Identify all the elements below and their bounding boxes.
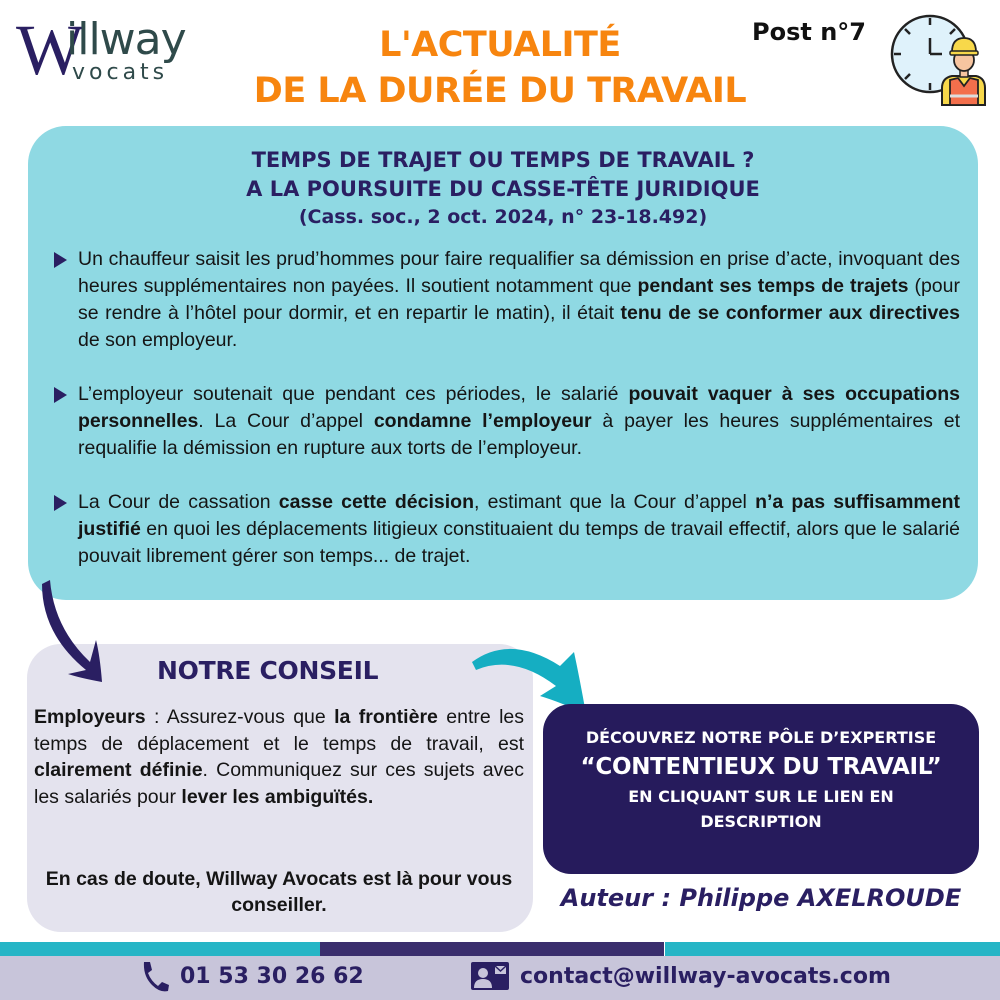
title-line-1: L'ACTUALITÉ <box>379 25 621 65</box>
case-heading-line-1: TEMPS DE TRAJET OU TEMPS DE TRAVAIL ? <box>251 148 755 172</box>
clock-worker-icon <box>888 10 988 110</box>
contact-card-icon <box>470 960 510 992</box>
bullet-item: La Cour de cassation casse cette décision, estimant que la Cour d’appel n’a pas suffisamment justifié en quoi les déplacements litigieux constituaient du temps de travail effectif, alors que le salarié pouvait librement gérer son temps... de trajet. <box>50 489 960 570</box>
advice-text: Employeurs : Assurez-vous que la frontière entre les temps de déplacement et le temps de travail, est clairement définie. Communiquez sur ces sujets avec les salariés pour lever les ambiguïtés. <box>34 706 524 808</box>
triangle-bullet-icon <box>54 495 67 511</box>
contact-footer <box>0 956 1000 1000</box>
phone-number: 01 53 30 26 62 <box>180 963 364 989</box>
case-summary-card <box>28 126 978 600</box>
logo-illway: illway <box>66 14 186 65</box>
phone-contact[interactable] <box>140 960 364 992</box>
email-contact[interactable] <box>470 960 891 992</box>
bullet-item: Un chauffeur saisit les prud’hommes pour faire requalifier sa démission en prise d’acte, invoquant des heures supplémentaires non payées. Il soutient notamment que pendant ses temps de trajets (pour se rendre à l’hôtel pour dormir, et en repartir le matin), il était tenu de se conformer aux directives de son employeur. <box>50 246 960 354</box>
case-bullets <box>50 246 960 597</box>
expertise-line-1: DÉCOUVREZ NOTRE PÔLE D’EXPERTISE <box>585 728 937 747</box>
advice-footer: En cas de doute, Willway Avocats est là pour vous conseiller. <box>45 868 513 916</box>
footer-color-bars <box>0 942 1000 956</box>
case-heading-line-2: A LA POURSUITE DU CASSE-TÊTE JURIDIQUE <box>246 177 760 201</box>
triangle-bullet-icon <box>54 252 67 268</box>
advice-title: NOTRE CONSEIL <box>157 656 379 685</box>
case-heading <box>28 146 978 230</box>
post-number: Post n°7 <box>752 18 866 46</box>
phone-icon <box>140 960 170 992</box>
author-credit: Auteur : Philippe AXELROUDE <box>560 884 962 912</box>
bar-navy-middle <box>320 942 664 956</box>
expertise-line-3: EN CLIQUANT SUR LE LIEN EN <box>628 787 894 806</box>
case-reference: (Cass. soc., 2 oct. 2024, n° 23-18.492) <box>298 206 708 228</box>
bullet-item: L’employeur soutenait que pendant ces périodes, le salarié pouvait vaquer à ses occupations personnelles. La Cour d’appel condamne l’employeur à payer les heures supplémentaires et requalifie la démission en rupture aux torts de l’employeur. <box>50 381 960 462</box>
curved-arrow-down-icon <box>40 578 120 688</box>
logo-vocats: vocats <box>72 60 169 85</box>
willway-logo <box>16 10 206 90</box>
triangle-bullet-icon <box>54 387 67 403</box>
bar-teal-left <box>0 942 320 956</box>
expertise-line-2: “CONTENTIEUX DU TRAVAIL” <box>580 754 942 780</box>
logo-w: W <box>16 10 78 90</box>
page-title <box>220 22 780 114</box>
bar-teal-right <box>664 942 1000 956</box>
expertise-line-4: DESCRIPTION <box>700 812 822 831</box>
email-address: contact@willway-avocats.com <box>520 963 891 989</box>
expertise-link-card[interactable] <box>543 704 979 874</box>
title-line-2: DE LA DURÉE DU TRAVAIL <box>253 71 747 111</box>
